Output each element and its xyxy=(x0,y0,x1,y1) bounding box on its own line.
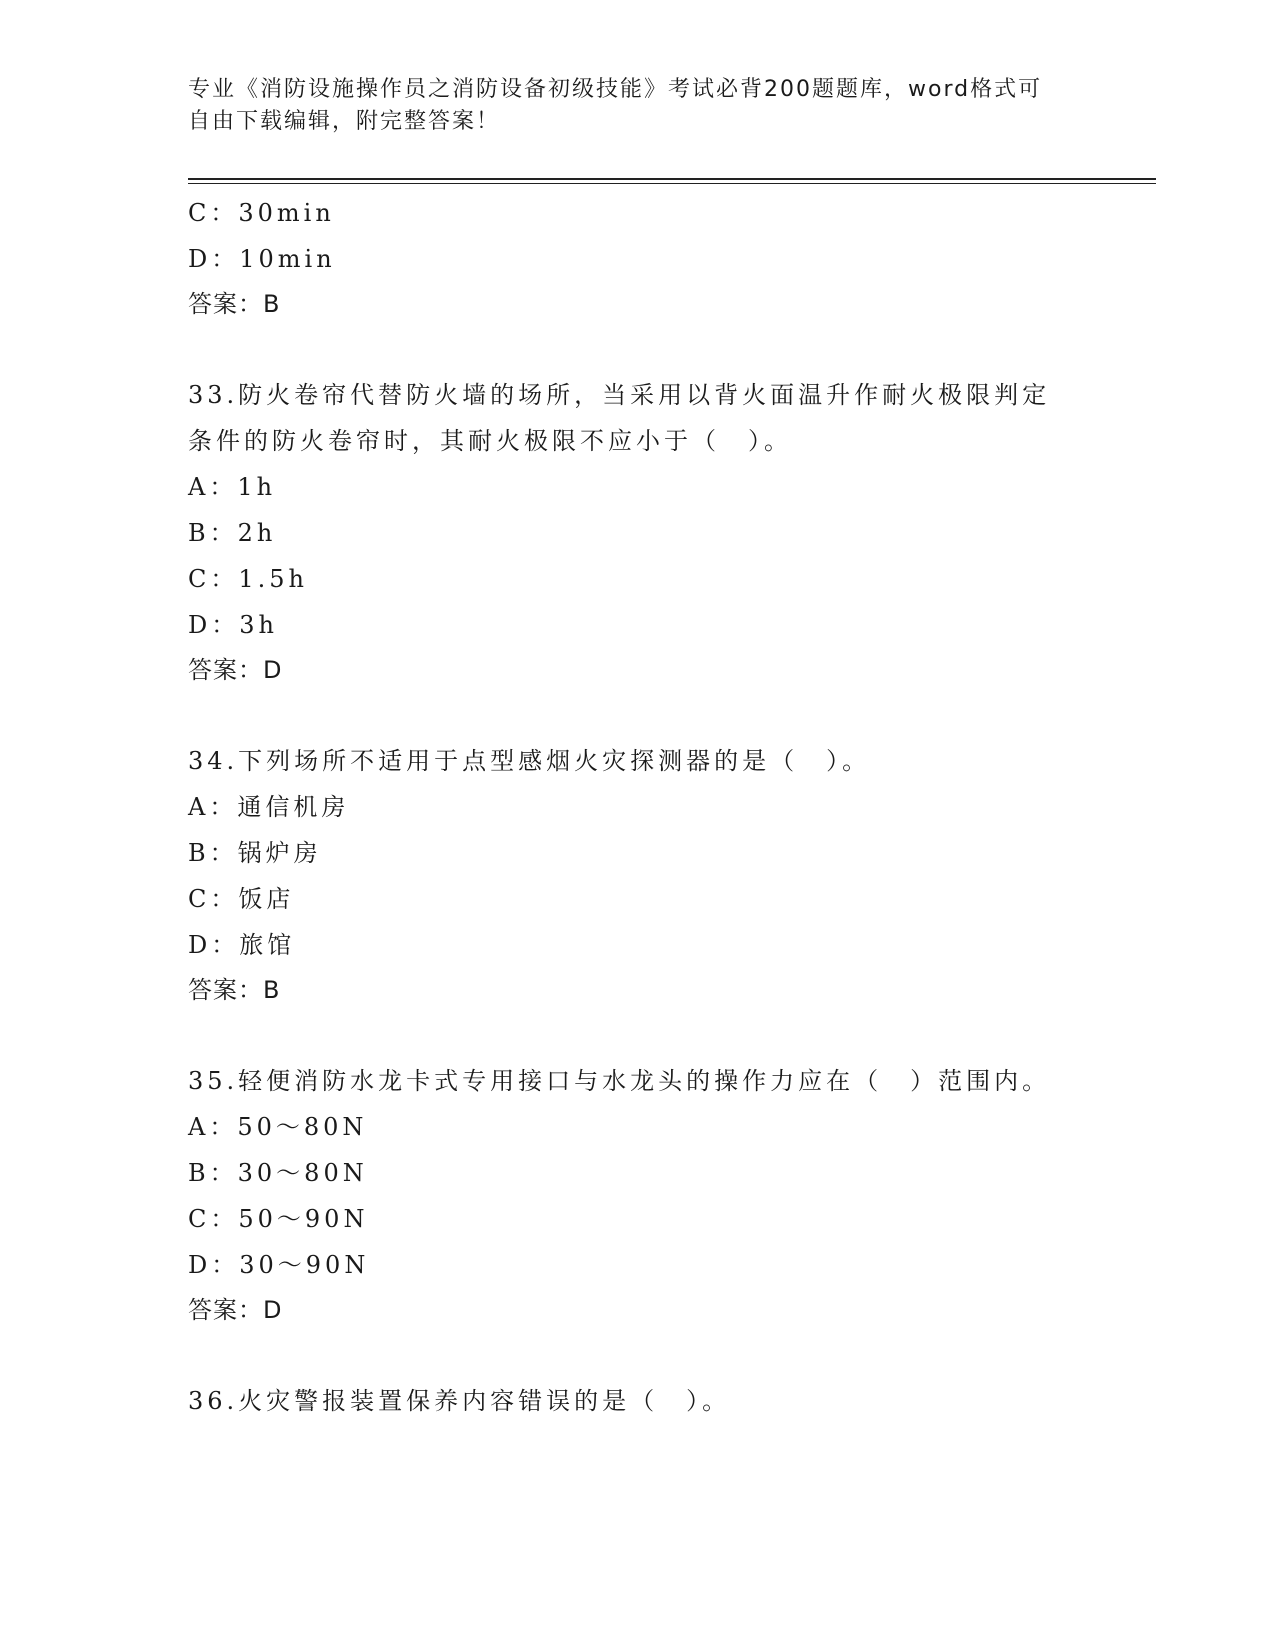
answer-line: 答案：B xyxy=(188,290,281,318)
question-text: 34.下列场所不适用于点型感烟火灾探测器的是（ ）。 xyxy=(188,747,871,775)
spacer xyxy=(188,1012,1088,1058)
option-b: B：30～80N xyxy=(188,1159,368,1187)
option-c: C：1.5h xyxy=(188,565,308,593)
spacer xyxy=(188,1332,1088,1378)
option-a: A：1h xyxy=(188,473,277,501)
header-divider-thick xyxy=(188,178,1156,180)
question-text: 35.轻便消防水龙卡式专用接口与水龙头的操作力应在（ ）范围内。 xyxy=(188,1067,1051,1095)
option-c: C：饭店 xyxy=(188,885,295,913)
question-32-tail xyxy=(188,190,1088,326)
answer-line: 答案：D xyxy=(188,1296,283,1324)
question-33 xyxy=(188,372,1088,692)
option-b: B：2h xyxy=(188,519,277,547)
option-b: B：锅炉房 xyxy=(188,839,322,867)
question-36 xyxy=(188,1378,1088,1424)
question-text: 36.火灾警报装置保养内容错误的是（ ）。 xyxy=(188,1387,731,1415)
answer-line: 答案：B xyxy=(188,976,281,1004)
spacer xyxy=(188,692,1088,738)
spacer xyxy=(188,326,1088,372)
question-text: 33.防火卷帘代替防火墙的场所，当采用以背火面温升作耐火极限判定 xyxy=(188,381,1051,409)
document-header xyxy=(188,74,1088,138)
option-c: C：30min xyxy=(188,199,335,227)
option-d: D：旅馆 xyxy=(188,931,296,959)
question-list xyxy=(188,190,1088,1424)
question-text-continued: 条件的防火卷帘时，其耐火极限不应小于（ ）。 xyxy=(188,427,792,455)
option-a: A：通信机房 xyxy=(188,793,350,821)
option-d: D：10min xyxy=(188,245,336,273)
header-line-2: 自由下载编辑，附完整答案！ xyxy=(188,109,501,134)
option-d: D：3h xyxy=(188,611,278,639)
answer-line: 答案：D xyxy=(188,656,283,684)
option-c: C：50～90N xyxy=(188,1205,369,1233)
option-a: A：50～80N xyxy=(188,1113,368,1141)
header-divider-thin xyxy=(188,183,1156,184)
question-35 xyxy=(188,1058,1088,1332)
header-line-1: 专业《消防设施操作员之消防设备初级技能》考试必背200题题库，word格式可 xyxy=(188,77,1043,102)
question-34 xyxy=(188,738,1088,1012)
option-d: D：30～90N xyxy=(188,1251,370,1279)
